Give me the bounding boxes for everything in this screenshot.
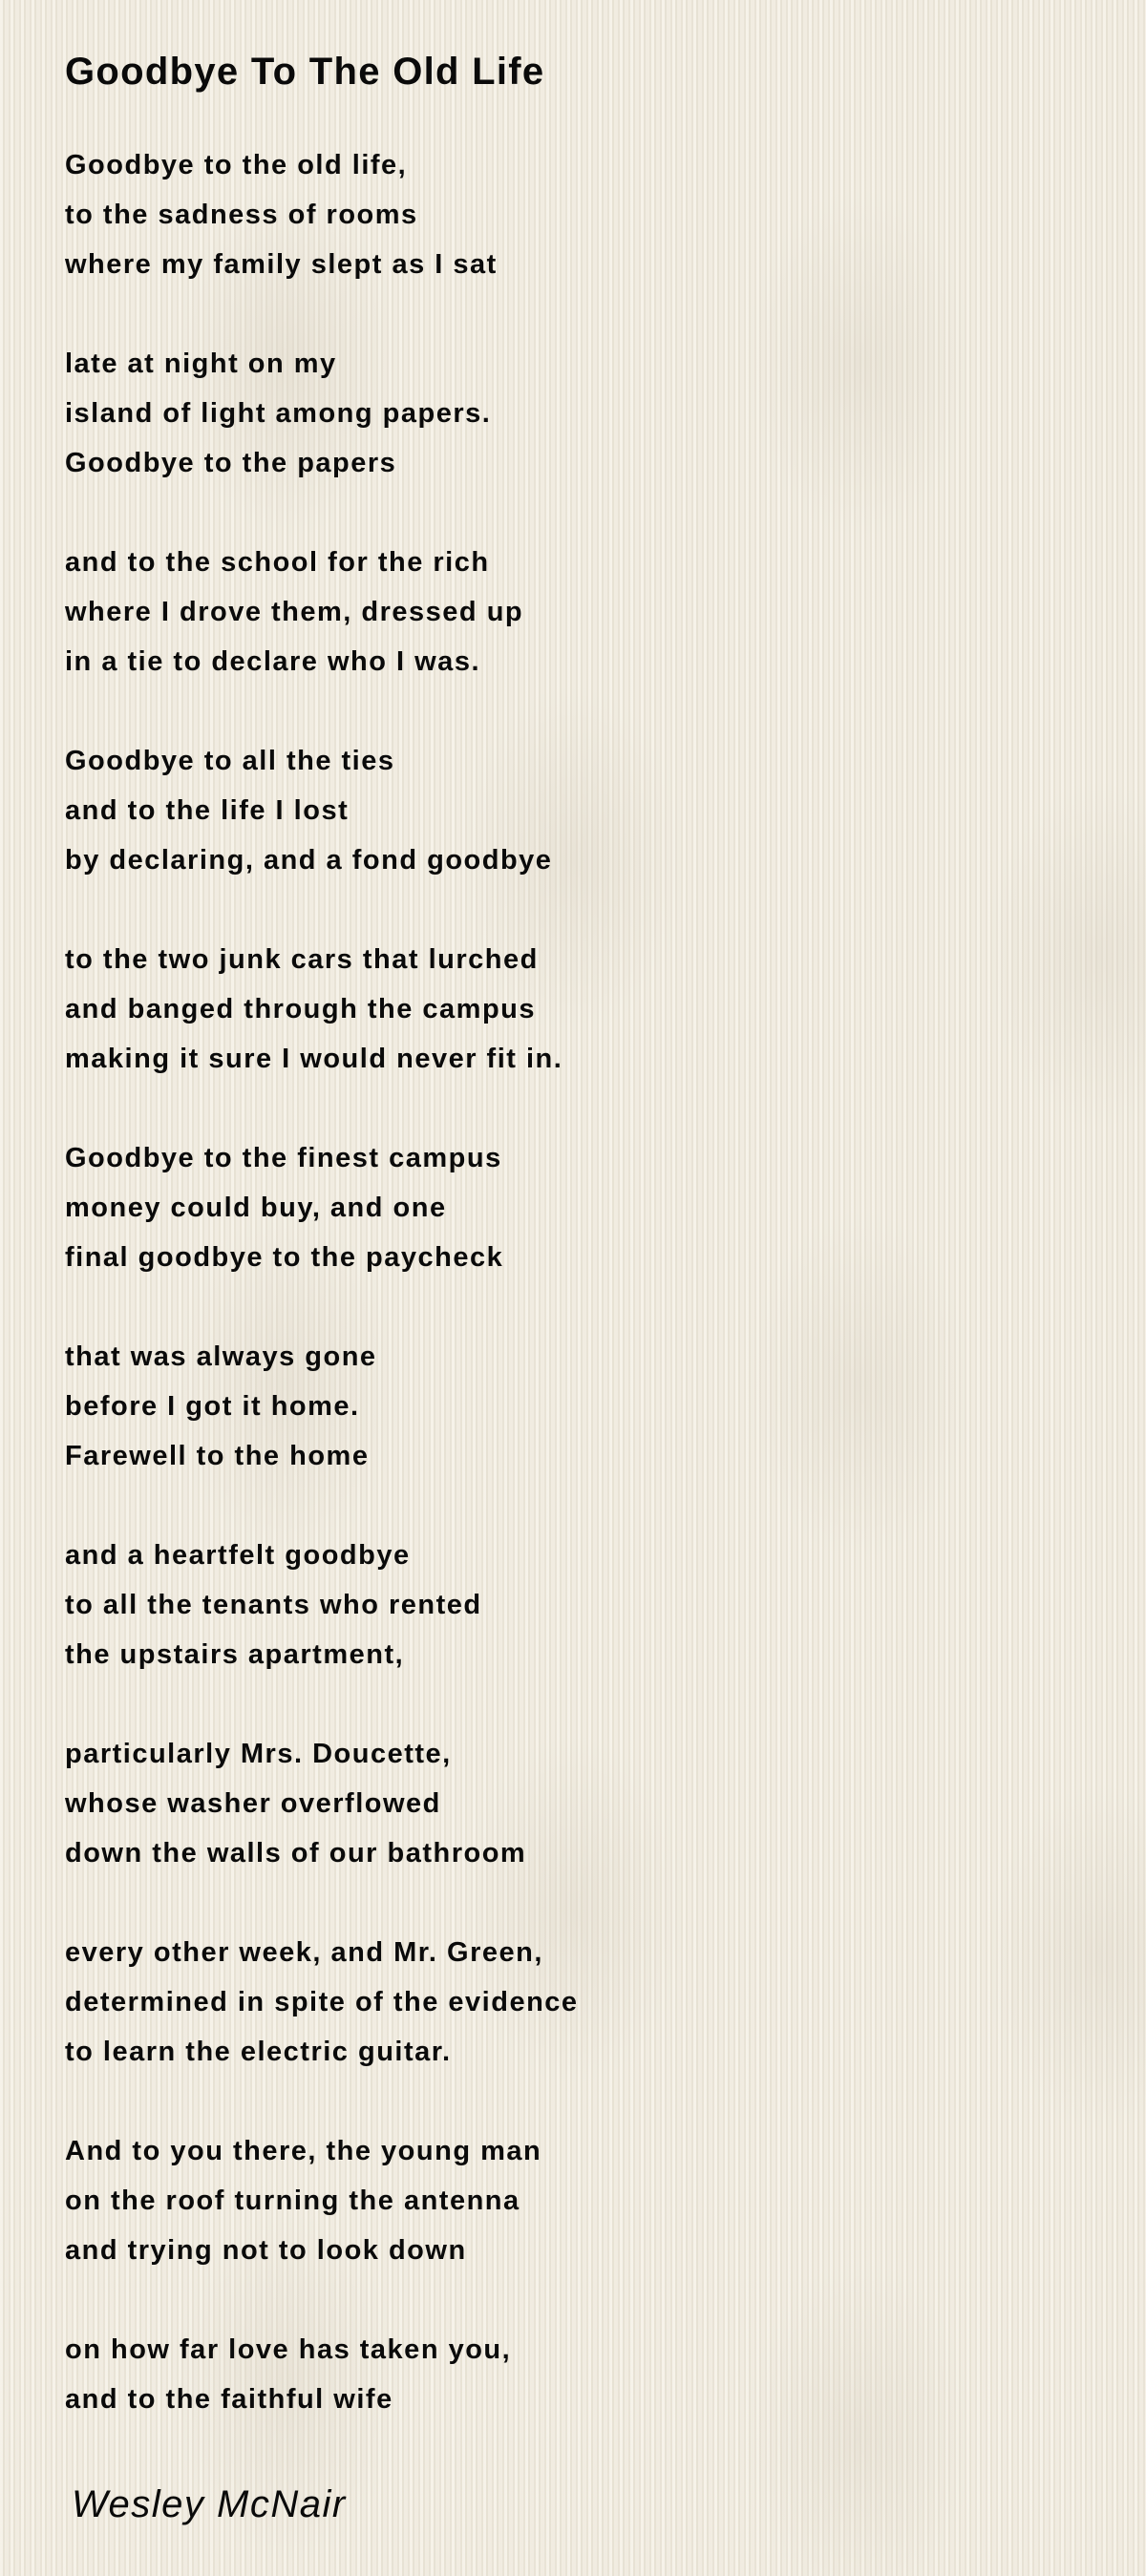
poem-line: every other week, and Mr. Green, bbox=[65, 1937, 543, 1968]
stanza-6 bbox=[65, 1133, 579, 1282]
poem-line: and to the school for the rich bbox=[65, 547, 490, 578]
poem-line: final goodbye to the paycheck bbox=[65, 1242, 504, 1273]
poem-line: the upstairs apartment, bbox=[65, 1639, 405, 1670]
poem-line: to the sadness of rooms bbox=[65, 200, 418, 230]
poem-line: and banged through the campus bbox=[65, 994, 537, 1024]
poem-line: and to the faithful wife bbox=[65, 2384, 393, 2415]
poem-line: particularly Mrs. Doucette, bbox=[65, 1739, 452, 1769]
poem-line: island of light among papers. bbox=[65, 398, 492, 429]
poem-line: Goodbye to the finest campus bbox=[65, 1143, 502, 1173]
poem-line: and trying not to look down bbox=[65, 2235, 467, 2266]
poem-line: on the roof turning the antenna bbox=[65, 2185, 520, 2216]
poem-line: down the walls of our bathroom bbox=[65, 1838, 527, 1869]
stanza-5 bbox=[65, 935, 579, 1084]
poem-line: And to you there, the young man bbox=[65, 2136, 542, 2166]
stanza-8 bbox=[65, 1531, 579, 1679]
poem-line: where I drove them, dressed up bbox=[65, 597, 524, 627]
poem-author: Wesley McNair bbox=[72, 2483, 347, 2525]
stanza-2 bbox=[65, 339, 579, 488]
poem-line: Farewell to the home bbox=[65, 1441, 370, 1471]
poem-line: Goodbye to the old life, bbox=[65, 150, 408, 180]
poem-line: in a tie to declare who I was. bbox=[65, 646, 480, 677]
stanza-3 bbox=[65, 538, 579, 686]
stanza-1 bbox=[65, 140, 579, 289]
stanza-10 bbox=[65, 1928, 579, 2077]
stanza-4 bbox=[65, 736, 579, 885]
poem-line: to all the tenants who rented bbox=[65, 1590, 482, 1620]
poem-line: and to the life I lost bbox=[65, 795, 350, 826]
poem-line: Goodbye to all the ties bbox=[65, 746, 395, 776]
stanza-12 bbox=[65, 2325, 579, 2424]
poem-line: Goodbye to the papers bbox=[65, 448, 397, 478]
poem-line: before I got it home. bbox=[65, 1391, 360, 1422]
stanza-11 bbox=[65, 2126, 579, 2275]
poem-line: on how far love has taken you, bbox=[65, 2334, 512, 2365]
stanza-7 bbox=[65, 1332, 579, 1481]
poem-line: to the two junk cars that lurched bbox=[65, 944, 539, 975]
poem-line: late at night on my bbox=[65, 348, 337, 379]
poem-line: determined in spite of the evidence bbox=[65, 1987, 579, 2017]
stanza-9 bbox=[65, 1729, 579, 1878]
poem-line: making it sure I would never fit in. bbox=[65, 1044, 563, 1074]
poem-line: whose washer overflowed bbox=[65, 1788, 441, 1819]
poem-line: and a heartfelt goodbye bbox=[65, 1540, 411, 1571]
poem-line: that was always gone bbox=[65, 1341, 377, 1372]
poem-line: where my family slept as I sat bbox=[65, 249, 498, 280]
poem-line: by declaring, and a fond goodbye bbox=[65, 845, 553, 876]
poem-line: to learn the electric guitar. bbox=[65, 2037, 452, 2067]
poem-body bbox=[65, 140, 579, 2424]
poem-line: money could buy, and one bbox=[65, 1193, 447, 1223]
poem-title: Goodbye To The Old Life bbox=[65, 51, 545, 93]
